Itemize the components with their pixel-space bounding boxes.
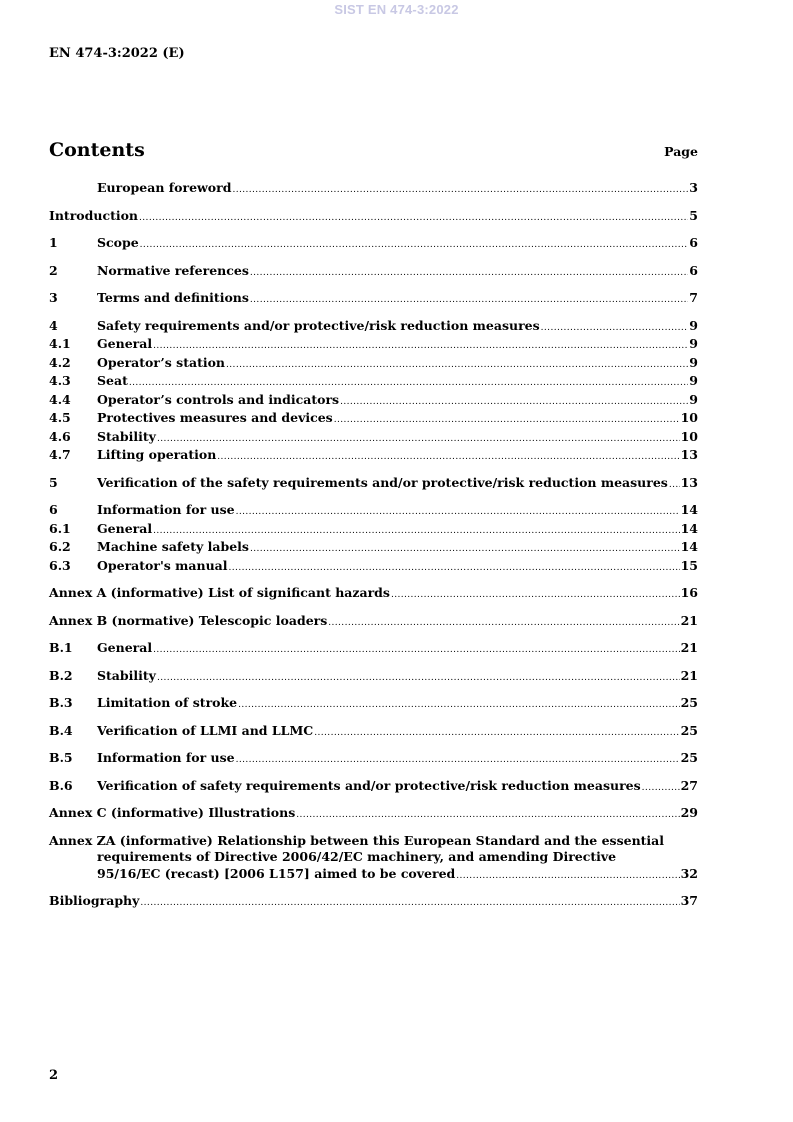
dot-leader bbox=[669, 477, 680, 494]
toc-entry-number: B.2 bbox=[49, 667, 73, 683]
toc-entry-page: 21 bbox=[680, 612, 698, 628]
toc-entry-page: 25 bbox=[680, 722, 698, 738]
toc-entry-page: 13 bbox=[680, 447, 698, 462]
annex-za-line-2: requirements of Directive 2006/42/EC machinery, and amending Directive bbox=[97, 849, 617, 864]
dot-leader bbox=[642, 780, 680, 797]
toc-entry-bibliography[interactable] bbox=[49, 893, 698, 912]
dot-leader bbox=[140, 237, 689, 254]
toc-entry-page: 25 bbox=[680, 695, 698, 710]
dot-leader bbox=[139, 210, 688, 227]
toc-entry[interactable] bbox=[49, 539, 698, 558]
toc-entry-page: 3 bbox=[689, 180, 698, 195]
toc-entry-number: 3 bbox=[49, 290, 58, 305]
toc-entry-number: B.6 bbox=[49, 777, 73, 793]
toc-entry-page: 10 bbox=[680, 428, 698, 444]
toc-entry-page: 9 bbox=[689, 354, 698, 370]
toc-entry[interactable] bbox=[49, 723, 698, 742]
toc-entry-label: Protectives measures and devices bbox=[97, 410, 333, 425]
toc-entry-page: 9 bbox=[689, 317, 698, 333]
watermark: SIST EN 474-3:2022 bbox=[334, 2, 459, 17]
toc-entry-label: Normative references bbox=[97, 262, 249, 278]
toc-entry-number: 4.3 bbox=[49, 373, 71, 388]
toc-entry[interactable] bbox=[49, 805, 698, 824]
dot-leader bbox=[250, 265, 688, 282]
toc-entry-label: Annex B (normative) Telescopic loaders bbox=[49, 612, 328, 628]
toc-entry-number: 6.2 bbox=[49, 539, 71, 554]
toc-entry-number: B.5 bbox=[49, 750, 73, 765]
toc-entry-page: 16 bbox=[680, 585, 698, 600]
dot-leader bbox=[232, 182, 688, 199]
dot-leader bbox=[314, 725, 679, 742]
toc-entry-number: B.4 bbox=[49, 722, 73, 738]
toc-entry-label: Operator's manual bbox=[97, 557, 228, 573]
toc-entry-number: 6.1 bbox=[49, 520, 71, 536]
dot-leader bbox=[153, 642, 679, 659]
toc-entry-label: Verification of LLMI and LLMC bbox=[97, 722, 314, 738]
dot-leader bbox=[226, 357, 688, 374]
dot-leader bbox=[217, 449, 679, 466]
toc-entry-page: 27 bbox=[680, 777, 698, 793]
toc-entry[interactable] bbox=[49, 180, 698, 199]
toc-entry-label: Terms and definitions bbox=[97, 290, 249, 305]
toc-entry[interactable] bbox=[49, 208, 698, 227]
dot-leader bbox=[236, 504, 680, 521]
toc-entry-number: 4.4 bbox=[49, 391, 71, 407]
table-of-contents bbox=[49, 180, 698, 912]
dot-leader bbox=[340, 394, 688, 411]
toc-entry-label: Operator’s station bbox=[97, 354, 226, 370]
dot-leader bbox=[140, 895, 679, 912]
toc-entry[interactable] bbox=[49, 410, 698, 429]
dot-leader bbox=[328, 615, 679, 632]
toc-entry-page: 14 bbox=[680, 520, 698, 536]
toc-entry[interactable] bbox=[49, 373, 698, 392]
toc-entry-label: Introduction bbox=[49, 207, 139, 223]
toc-entry[interactable] bbox=[49, 235, 698, 254]
toc-entry-page: 7 bbox=[689, 290, 698, 305]
dot-leader bbox=[157, 431, 680, 448]
toc-entry-number: 4 bbox=[49, 317, 58, 333]
toc-entry-label: Seat bbox=[97, 373, 128, 388]
toc-entry-label: Annex C (informative) Illustrations bbox=[49, 805, 296, 820]
toc-entry[interactable] bbox=[49, 778, 698, 797]
toc-entry-label: Operator’s controls and indicators bbox=[97, 391, 340, 407]
toc-entry-label: 95/16/EC (recast) [2006 L157] aimed to be covered bbox=[97, 865, 456, 881]
dot-leader bbox=[153, 338, 688, 355]
toc-entry[interactable] bbox=[49, 640, 698, 659]
toc-entry-label: Information for use bbox=[97, 750, 235, 765]
toc-entry[interactable] bbox=[49, 502, 698, 521]
toc-entry[interactable] bbox=[49, 336, 698, 355]
toc-entry-page: 9 bbox=[689, 336, 698, 351]
dot-leader bbox=[129, 375, 688, 392]
toc-entry-label: Lifting operation bbox=[97, 447, 217, 462]
toc-entry-page: 37 bbox=[680, 893, 698, 908]
toc-entry-number: 4.2 bbox=[49, 354, 71, 370]
toc-entry-number: 1 bbox=[49, 235, 58, 250]
toc-entry-label: Verification of safety requirements and/or protective/risk reduction measures bbox=[97, 777, 641, 793]
toc-entry-page: 9 bbox=[689, 373, 698, 388]
dot-leader bbox=[456, 868, 679, 885]
toc-entry-label: General bbox=[97, 640, 153, 655]
toc-entry[interactable] bbox=[49, 429, 698, 448]
toc-entry[interactable] bbox=[49, 355, 698, 374]
toc-entry-label: Annex A (informative) List of significant hazards bbox=[49, 585, 390, 600]
dot-leader bbox=[250, 541, 680, 558]
toc-entry-page: 21 bbox=[680, 640, 698, 655]
toc-entry-label: Machine safety labels bbox=[97, 539, 249, 554]
toc-entry[interactable] bbox=[49, 585, 698, 604]
toc-entry-page: 15 bbox=[680, 557, 698, 573]
toc-entry-page: 10 bbox=[680, 410, 698, 425]
toc-entry-label: Safety requirements and/or protective/risk reduction measures bbox=[97, 317, 540, 333]
toc-entry[interactable] bbox=[49, 318, 698, 337]
toc-entry-number: 2 bbox=[49, 262, 58, 278]
toc-entry[interactable] bbox=[49, 392, 698, 411]
toc-entry[interactable] bbox=[49, 668, 698, 687]
toc-entry-number: B.3 bbox=[49, 695, 73, 710]
toc-entry[interactable] bbox=[49, 750, 698, 769]
dot-leader bbox=[250, 292, 688, 309]
toc-entry-number: 4.5 bbox=[49, 410, 71, 425]
toc-entry-page: 14 bbox=[680, 502, 698, 517]
toc-entry-page: 9 bbox=[689, 391, 698, 407]
toc-entry-annex-za[interactable] bbox=[49, 833, 698, 885]
dot-leader bbox=[157, 670, 680, 687]
toc-entry[interactable] bbox=[49, 695, 698, 714]
toc-entry[interactable] bbox=[49, 263, 698, 282]
toc-entry-page: 13 bbox=[680, 474, 698, 490]
dot-leader bbox=[153, 523, 679, 540]
toc-entry-page: 5 bbox=[689, 207, 698, 223]
dot-leader bbox=[236, 752, 680, 769]
annex-za-line-3 bbox=[49, 866, 698, 885]
toc-entry-page: 25 bbox=[680, 750, 698, 765]
page-number: 2 bbox=[49, 1068, 59, 1083]
dot-leader bbox=[296, 807, 679, 824]
dot-leader bbox=[541, 320, 689, 337]
toc-entry[interactable] bbox=[49, 558, 698, 577]
toc-entry-page: 32 bbox=[680, 865, 698, 881]
dot-leader bbox=[391, 587, 680, 604]
toc-entry-number: 4.6 bbox=[49, 428, 71, 444]
toc-entry-page: 6 bbox=[689, 262, 698, 278]
toc-entry-label: Bibliography bbox=[49, 893, 140, 908]
toc-entry-label: Scope bbox=[97, 235, 139, 250]
toc-entry-label: Verification of the safety requirements and/or protective/risk reduction measures bbox=[97, 474, 668, 490]
toc-entry-label: Limitation of stroke bbox=[97, 695, 238, 710]
toc-entry-page: 21 bbox=[680, 667, 698, 683]
toc-entry-label: Stability bbox=[97, 428, 156, 444]
page-column-label: Page bbox=[664, 144, 698, 159]
dot-leader bbox=[334, 412, 680, 429]
toc-entry-number: 4.1 bbox=[49, 336, 71, 351]
toc-entry-number: B.1 bbox=[49, 640, 73, 655]
toc-entry-number: 5 bbox=[49, 474, 58, 490]
toc-entry[interactable] bbox=[49, 290, 698, 309]
toc-entry-number: 4.7 bbox=[49, 447, 71, 462]
toc-entry[interactable] bbox=[49, 521, 698, 540]
toc-entry-page: 29 bbox=[680, 805, 698, 820]
document-id: EN 474-3:2022 (E) bbox=[49, 46, 185, 61]
toc-entry-page: 6 bbox=[689, 235, 698, 250]
toc-entry-number: 6.3 bbox=[49, 557, 71, 573]
toc-entry-label: Stability bbox=[97, 667, 156, 683]
toc-entry-label: General bbox=[97, 520, 153, 536]
toc-entry[interactable] bbox=[49, 447, 698, 466]
toc-entry-page: 14 bbox=[680, 539, 698, 554]
toc-entry[interactable] bbox=[49, 613, 698, 632]
toc-entry-number: 6 bbox=[49, 502, 58, 517]
toc-entry-label: General bbox=[97, 336, 153, 351]
toc-entry-label: European foreword bbox=[97, 180, 232, 195]
dot-leader bbox=[238, 697, 679, 714]
toc-entry-label: Information for use bbox=[97, 502, 235, 517]
annex-za-line-1: Annex ZA (informative) Relationship between this European Standard and the essential bbox=[49, 832, 665, 848]
contents-title: Contents bbox=[49, 139, 145, 161]
dot-leader bbox=[229, 560, 680, 577]
toc-entry[interactable] bbox=[49, 475, 698, 494]
